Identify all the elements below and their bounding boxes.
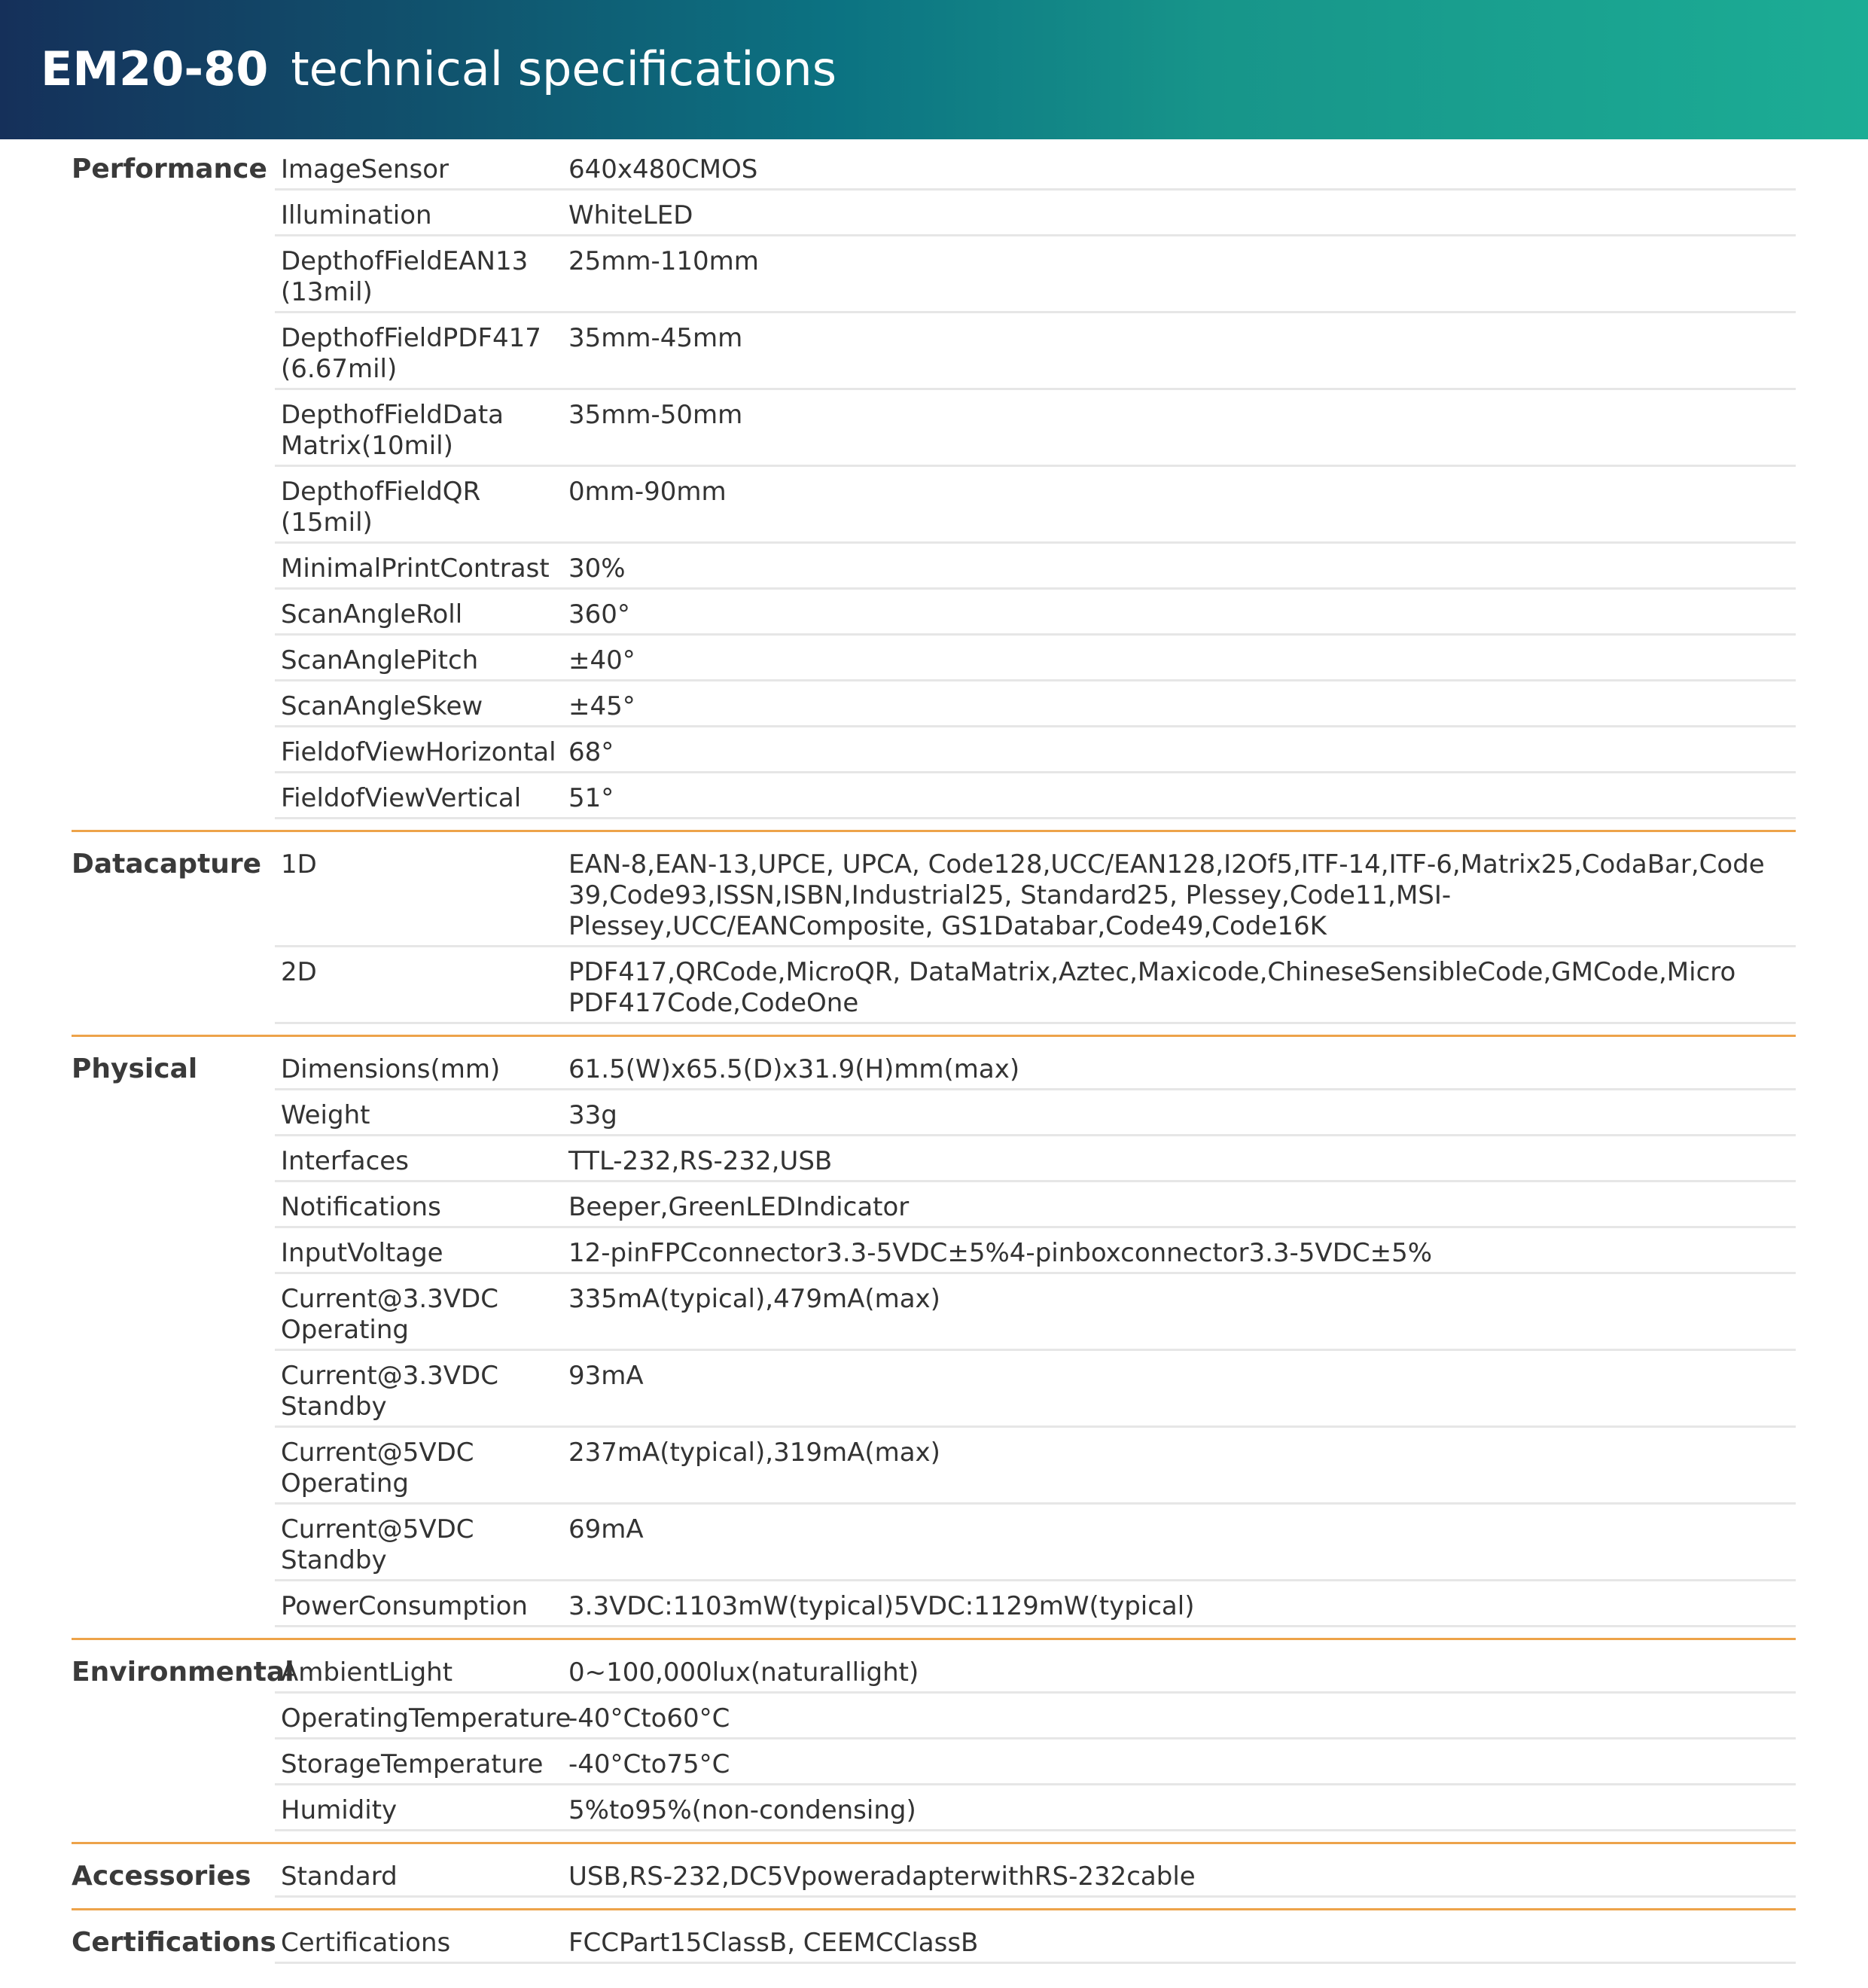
spec-row [275, 1096, 1796, 1136]
section-rows [275, 1858, 1796, 1898]
spec-value: 61.5(W)x65.5(D)x31.9(H)mm(max) [568, 1054, 1020, 1084]
section-label: Accessories [72, 1861, 251, 1892]
spec-row [275, 1587, 1796, 1627]
spec-value: -40°Cto75°C [568, 1749, 730, 1779]
spec-label: Certifications [281, 1928, 451, 1958]
spec-label: Interfaces [281, 1146, 409, 1176]
spec-value: 360° [568, 599, 630, 630]
spec-value: 5%to95%(non-condensing) [568, 1795, 916, 1825]
spec-label: FieldofViewVertical [281, 783, 522, 813]
page-title [41, 38, 836, 101]
spec-value: USB,RS-232,DC5VpoweradapterwithRS-232cable [568, 1861, 1196, 1892]
spec-label: ScanAngleSkew [281, 691, 483, 721]
spec-row [275, 1858, 1796, 1898]
spec-label: Humidity [281, 1795, 398, 1825]
spec-label: AmbientLight [281, 1657, 453, 1688]
spec-row [275, 1434, 1796, 1505]
spec-label: InputVoltage [281, 1238, 443, 1268]
spec-section-physical [72, 1050, 1796, 1640]
spec-value: 35mm-50mm [568, 400, 743, 430]
spec-value: 237mA(typical),319mA(max) [568, 1438, 940, 1468]
spec-row [275, 151, 1796, 191]
spec-value: -40°Cto60°C [568, 1703, 730, 1733]
spec-value: 640x480CMOS [568, 154, 758, 184]
spec-row [275, 1791, 1796, 1831]
header-banner [0, 0, 1868, 139]
section-rows [275, 1050, 1796, 1627]
section-label: Certifications [72, 1927, 276, 1958]
spec-section-environmental [72, 1654, 1796, 1844]
spec-label: Standard [281, 1861, 398, 1892]
spec-value: 0~100,000lux(naturallight) [568, 1657, 919, 1688]
spec-section-accessories [72, 1858, 1796, 1910]
spec-label: 2D [281, 957, 317, 987]
spec-value: ±40° [568, 645, 635, 675]
spec-label: Illumination [281, 200, 432, 230]
spec-row [275, 596, 1796, 636]
spec-value: 335mA(typical),479mA(max) [568, 1284, 940, 1314]
spec-value: 93mA [568, 1361, 644, 1391]
spec-row [275, 396, 1796, 467]
spec-row [275, 1188, 1796, 1228]
spec-table [72, 151, 1796, 1988]
spec-value: 68° [568, 737, 614, 767]
spec-label: DepthofFieldData Matrix(10mil) [281, 400, 504, 461]
spec-value: 69mA [568, 1514, 644, 1544]
spec-row [275, 550, 1796, 590]
spec-value: ±45° [568, 691, 635, 721]
spec-row [275, 1142, 1796, 1182]
spec-label: 1D [281, 849, 317, 880]
spec-value: TTL-232,RS-232,USB [568, 1146, 833, 1176]
spec-row [275, 1924, 1796, 1964]
spec-label: Dimensions(mm) [281, 1054, 501, 1084]
spec-row [275, 1357, 1796, 1428]
spec-section-datacapture [72, 846, 1796, 1037]
section-rows [275, 151, 1796, 819]
spec-label: Current@5VDC Standby [281, 1514, 474, 1575]
spec-value: 25mm-110mm [568, 246, 759, 276]
spec-label: Current@3.3VDC Operating [281, 1284, 498, 1345]
spec-label: OperatingTemperature [281, 1703, 571, 1733]
spec-label: DepthofFieldPDF417 (6.67mil) [281, 323, 541, 384]
spec-value: 33g [568, 1100, 617, 1130]
spec-row [275, 1511, 1796, 1581]
spec-label: FieldofViewHorizontal [281, 737, 556, 767]
spec-row [275, 1654, 1796, 1694]
spec-row [275, 733, 1796, 773]
spec-row [275, 1234, 1796, 1274]
spec-label: DepthofFieldEAN13 (13mil) [281, 246, 529, 307]
spec-label: MinimalPrintContrast [281, 553, 550, 584]
spec-label: Current@3.3VDC Standby [281, 1361, 498, 1422]
section-label: Performance [72, 154, 267, 184]
spec-value: 35mm-45mm [568, 323, 743, 353]
spec-value: 30% [568, 553, 626, 584]
spec-row [275, 846, 1796, 947]
spec-label: Weight [281, 1100, 370, 1130]
spec-label: PowerConsumption [281, 1591, 528, 1621]
spec-value: 51° [568, 783, 614, 813]
spec-value: PDF417,QRCode,MicroQR, DataMatrix,Aztec,Maxicode,ChineseSensibleCode,GMCode,Micro PDF417Code,CodeOne [568, 957, 1736, 1018]
spec-value: 0mm-90mm [568, 477, 727, 507]
spec-label: ScanAnglePitch [281, 645, 479, 675]
spec-label: StorageTemperature [281, 1749, 544, 1779]
spec-row [275, 1050, 1796, 1090]
section-rows [275, 1654, 1796, 1831]
spec-label: ScanAngleRoll [281, 599, 463, 630]
section-rows [275, 1924, 1796, 1964]
spec-row [275, 242, 1796, 313]
section-rows [275, 846, 1796, 1024]
spec-row [275, 1746, 1796, 1785]
spec-section-certifications [72, 1924, 1796, 1974]
spec-row [275, 688, 1796, 727]
spec-value: EAN-8,EAN-13,UPCE, UPCA, Code128,UCC/EAN128,I2Of5,ITF-14,ITF-6,Matrix25,CodaBar,Code 39,Code93,ISSN,ISBN,Industrial25, Standard25, Plessey,Code11,MSI-Plessey,UCC/EANComposite, GS1Databar,Code49,Code16K [568, 849, 1765, 941]
spec-label: Current@5VDC Operating [281, 1438, 474, 1499]
model-name: EM20-80 [41, 41, 269, 96]
section-label: Datacapture [72, 849, 262, 880]
spec-value: 12-pinFPCconnector3.3-5VDC±5%4-pinboxconnector3.3-5VDC±5% [568, 1238, 1433, 1268]
title-suffix: technical specifications [291, 41, 837, 96]
section-label: Physical [72, 1053, 198, 1084]
spec-section-performance [72, 151, 1796, 832]
spec-label: Notifications [281, 1192, 441, 1222]
spec-row [275, 197, 1796, 236]
spec-row [275, 319, 1796, 390]
spec-value: 3.3VDC:1103mW(typical)5VDC:1129mW(typical) [568, 1591, 1195, 1621]
spec-row [275, 779, 1796, 819]
spec-row [275, 1280, 1796, 1351]
spec-row [275, 642, 1796, 681]
spec-value: Beeper,GreenLEDIndicator [568, 1192, 910, 1222]
spec-row [275, 1700, 1796, 1740]
spec-row [275, 953, 1796, 1024]
spec-label: DepthofFieldQR (15mil) [281, 477, 481, 538]
section-label: Environmental [72, 1657, 294, 1688]
spec-value: FCCPart15ClassB, CEEMCClassB [568, 1928, 979, 1958]
spec-value: WhiteLED [568, 200, 693, 230]
spec-row [275, 473, 1796, 544]
spec-label: ImageSensor [281, 154, 449, 184]
